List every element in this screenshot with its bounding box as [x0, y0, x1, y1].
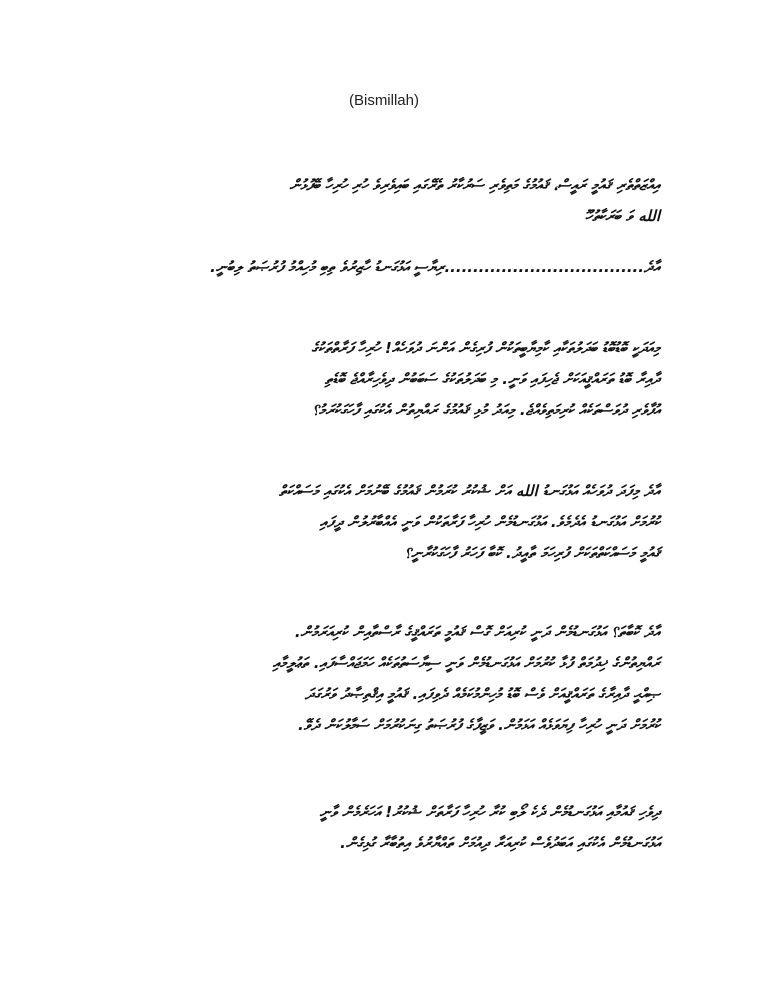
paragraph-6 — [100, 797, 660, 859]
paragraph-line: ކުރުމަށް އަޅުގަނޑު އެދެމެވެ. އަޅުގަނޑުމެން ހުރިހާ ފަރާތަކުން ވަނީ އެއްބާރުލުން ދީފައި — [319, 513, 660, 531]
paragraph-1 — [100, 170, 660, 232]
paragraph-line: الله ވަ ބަރަކާތުހޫ — [585, 207, 660, 225]
paragraph-line: ދާއިރާ ބޮޑު ތަރައްޤީއަކަށް ޖެހިފައި ވަނީ. މި ބަދަލުތަކުގެ ސަބަބުން ދިވެހިރާއްޖެ ބޮޑެތި — [324, 370, 660, 388]
paragraph-2 — [100, 252, 660, 283]
paragraph-line: އާދެ...................................ރިޔާސީ އަޅުގަނޑު ހާޒިރުވެ ތިބި މުހިއްމު ފުރުޞަތު ލިބުނީ. — [210, 258, 660, 276]
paragraph-4 — [100, 476, 660, 569]
paragraph-line: އަޅުގަނޑުމެން އެކުގައި އަބަދުވެސް ކުރިއަރާ ދިއުމަށް ތައްޔާރުވެ އިތުބާރާ ގުޅިގެން. — [340, 834, 660, 852]
paragraph-line: މިއަދަކީ ބޮޑުބޮޑު ބަދަލުތަކާއި ކާމިޔާބީތަކުން ފުރިގެން އަންނަ ދުވަހެއް! ހުރިހާ ފަރާތްތަކުގެ — [311, 339, 660, 357]
page-heading: (Bismillah) — [348, 92, 419, 109]
paragraph-line: ދިވެހި ޤައުމާއި އަޅުގަނޑުމެން ދެކެ ލޯބި ކުރާ ހުރިހާ ފަރާތަށް ޝުކުރު! އަހަރެމެން ވާނީ — [319, 803, 660, 821]
paragraph-line: އިއްޒަތްތެރި ޤައުމީ ރައީސް، ޤައުމުގެ މަތިވެރި ސަރުކާރު ތެރޭގައި ބައިވެރިވެ ހުރި ހުރިހާ ބޭފުޅުން — [289, 176, 660, 194]
paragraph-line: އުފާވެރި ދުވަސްތަކެއް ކުރިމަތިވެއްޖެ. މިއަދު މުޅި ޤައުމުގެ ރައްޔިތުން އެކުގައި ފާހަގަކުރަމު؟ — [312, 401, 660, 419]
paragraph-line: ރައްޔިތުންގެ ޚިދުމަތް ފުޅާ ކުރުމަށް އަޅުގަނޑުމެން ވަނީ ސިޔާސަތުތަކެއް ހަމަޖައްސާފައި. ތަޢުލީމާއި — [272, 654, 660, 672]
paragraph-line: އާދެ ކޮބާތަ؟ އަޅުގަނޑުމެން ދަނީ ކުރިއަށް ގޮސް ޤައުމީ ތަރައްޤީގެ ރާސްތާއިން ކުރިއަރަމުން. — [294, 623, 660, 641]
paragraph-line: ޞިއްޙީ ދާއިރާގެ ތަރައްޤީއަށް ވެސް ބޮޑު މުހިންމުކަމެއް ދެވިފައި. ޤައުމީ އިޤްތިޞާދު ވަރުގަދަ — [305, 685, 660, 703]
paragraph-line: އާދެ މިފަދަ ދުވަހެއް އަޅުގަނޑު الله އަށް ޝުކުރު ކުރަމުން ޤައުމުގެ ބޭނުމަށް އެކުގައި މަސައްކަތް — [278, 482, 660, 500]
paragraph-line: ކުރުމަށް ދަނީ ހުރިހާ ފިޔަވަޅެއް އަޅަމުން. ވަޒީފާގެ ފުރުޞަތު ގިނަކުރުމަށް ސަމާލުކަން ދެވޭ. — [298, 716, 660, 734]
paragraph-line: ޤައުމީ މަސައްކަތްތަކަށް ފުރިހަމަ ތާއީދު. ކޮބާ ފަހަރު ފާހަގަކުރާނީ؟ — [404, 544, 660, 562]
paragraph-3 — [100, 333, 660, 426]
paragraph-5 — [100, 617, 660, 741]
